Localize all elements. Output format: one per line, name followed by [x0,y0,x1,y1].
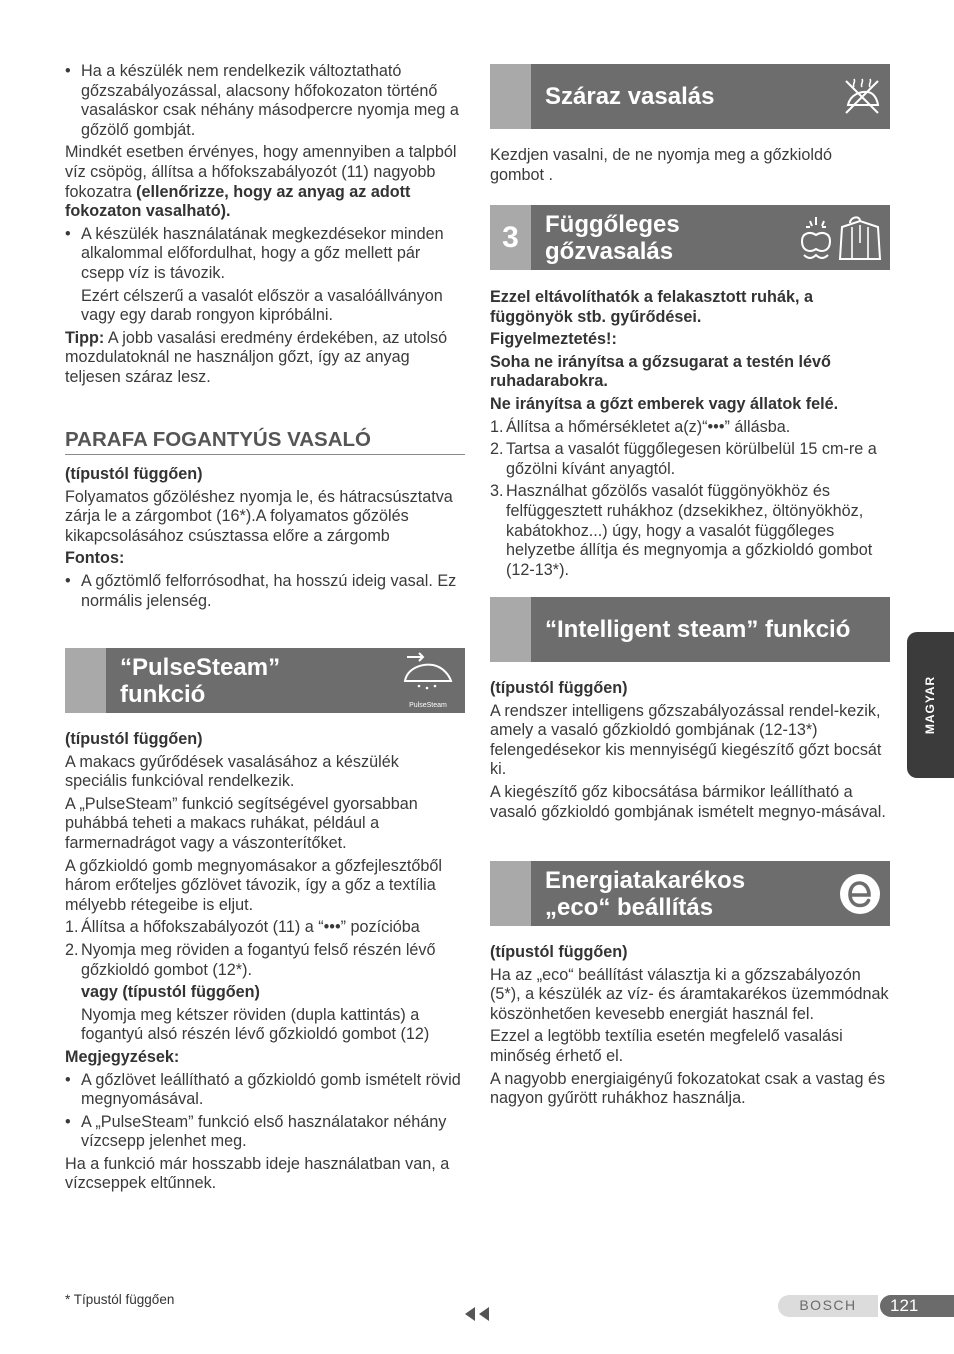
cork-section [65,428,465,611]
intelligent-steam-header [490,597,890,662]
vertical-steam-icon [800,205,884,270]
language-label: MAGYAR [922,675,937,735]
paragraph: A „PulseSteam” funkció segítségével gyorsabban puhábbá teheti a makacs ruhákat, például a farmernadrágot vagy a vászonterítőket. [65,794,418,852]
page-number: 121 [880,1295,954,1317]
paragraph: A rendszer intelligens gőzszabályozással rendel-kezik, amely a vasaló gőzkioldó gombjának (12-13*) felengedésekor kis mennyiségű kiegészítő gőzt bocsát ki. [490,701,882,779]
list-item: 3. Használhat gőzölős vasalót függönyökhöz és felfüggesztett ruhákhoz (dzsekikhez, öltönyökhöz, kabátokhoz...) úgy, hogy a vasalót függőleges helyzetbe állítja és megnyomja a gőzkioldó gombot (12-13*). [490,482,873,579]
list-item: • A gőztömlő felforrósodhat, ha hosszú ideig vasal. Ez normális jelenség. [65,572,465,611]
important-label: Fontos: [65,549,125,568]
section-title: funkció [120,680,206,708]
list-item: 1. Állítsa a hőmérsékletet a(z)“•••” állásba. [490,417,791,436]
paragraph: Ezzel a legtöbb textília esetén megfelelő vasalási minőség érhető el. [490,1027,843,1065]
type-note: (típustól függően) [490,943,628,961]
paragraph: A makacs gyűrődések vasalásához a készülék speciális funkcióval rendelkezik. [65,752,399,791]
no-steam-icon [842,64,882,129]
section-title: “Intelligent steam” funkció [531,597,890,662]
section-title: gőzvasalás [545,237,674,265]
vertical-steam-header [490,205,890,270]
vertical-steam-section [490,288,890,580]
intro-bullet: • Ha a készülék nem rendelkezik változtatható gőzszabályozással, alacsony hőfokozaton történő vasaláskor csak néhány másodpercre nyomja meg a gőzölő gombját. [65,62,465,140]
footnote: * Típustól függően [65,1292,175,1307]
section-title: “PulseSteam” [120,653,281,681]
language-tab [907,632,954,778]
paragraph: Mindkét esetben érvényes, hogy amennyiben a talpból víz csöpög, állítsa a hőfokszabályozót (11) nagyobb fokozatra (ellenőrizze, hogy az anyag az adott fokozaton vasalható). [65,143,457,221]
icon-caption: PulseSteam [409,701,447,709]
brand-label: BOSCH [778,1295,878,1317]
pulsesteam-header [65,648,465,713]
paragraph: A nagyobb energiaigényű fokozatokat csak a vastag és nagyon gyűrött ruhákhoz használja. [490,1069,886,1108]
list-item: 2. Tartsa a vasalót függőlegesen körülbelül 15 cm-re a gőzölni kívánt anyagtól. [490,440,877,478]
warning-label: Figyelmeztetés!: [490,330,617,349]
section-title: „eco“ beállítás [545,893,714,921]
or-label: vagy (típustól függően) [81,983,260,1002]
notes-label: Megjegyzések: [65,1047,180,1066]
warning: Ne irányítsa a gőzt emberek vagy állatok felé. [490,394,839,413]
intro-section [65,62,465,388]
section-heading: PARAFA FOGANTYÚS VASALÓ [65,428,465,455]
paragraph: A gőzkioldó gomb megnyomásakor a gőzfejlesztőből három erőteljes gőzlövet távozik, így a gőz a textília mélyebb rétegeibe is eljut. [65,856,443,914]
paragraph: Nyomja meg kétszer röviden (dupla kattintás) a fogantyú alsó részén lévő gőzkioldó gombot (12) [81,1005,430,1044]
paragraph: Folyamatos gőzöléshez nyomja le, és hátracsúsztatva zárja le a zárgombot (16*).A folyamatos gőzölés kikapcsolásához csúsztassa előre a zárgomb [65,487,453,545]
warning: Soha ne irányítsa a gőzsugarat a testén lévő ruhadarabokra. [490,352,831,391]
pulsesteam-icon [399,648,457,713]
section-title: Energiatakarékos [545,866,746,894]
eco-section [490,943,890,1109]
list-item: 2. Nyomja meg röviden a fogantyú felső részén lévő gőzkioldó gombot (12*). [65,940,436,979]
type-note: (típustól függően) [65,730,203,748]
paragraph: A kiegészítő gőz kibocsátása bármikor leállítható a vasaló gőzkioldó gombjának ismételt megnyo-másával. [490,782,886,821]
list-item: 1. Állítsa a hőfokszabályozót (11) a “•••” pozícióba [65,918,420,937]
paragraph: Ezzel eltávolíthatók a felakasztott ruhák, a függönyök stb. gyűrődései. [490,288,813,326]
section-title: Függőleges [545,210,680,238]
paragraph: Ezért célszerű a vasalót először a vasalóállványon vagy egy darab rongyon kipróbálni. [81,286,443,325]
dry-ironing-header [490,64,890,129]
paragraph: Ha az „eco“ beállítást választja ki a gőzszabályozón (5*), a készülék az víz- és áramtakarékos üzemmódnak köszönhetően kevesebb energiát használ fel. [490,965,889,1023]
list-item: • A „PulseSteam” funkció első használatakor néhány vízcsepp jelenhet meg. [65,1113,465,1152]
paragraph: Kezdjen vasalni, de ne nyomja meg a gőzkioldó gombot . [490,146,832,184]
intro-bullet: • A készülék használatának megkezdésekor minden alkalommal előfordulhat, hogy a gőz mellett pár csepp víz is távozik. [65,225,465,284]
type-note: (típustól függően) [65,465,203,483]
section-title: Száraz vasalás [531,64,890,129]
list-item: • A gőzlövet leállítható a gőzkioldó gomb ismételt rövid megnyomásával. [65,1071,465,1110]
tip-paragraph: Tipp: A jobb vasalási eredmény érdekében, az utolsó mozdulatoknál ne használjon gőzt, így az anyag teljesen száraz lesz. [65,328,448,386]
paragraph: Ha a funkció már hosszabb ideje használatban van, a vízcseppek eltűnnek. [65,1154,450,1193]
section-number: 3 [502,220,519,254]
previous-page-icon [464,1306,492,1328]
pulsesteam-section [65,730,465,1194]
eco-header [490,861,890,926]
dry-ironing-section [490,146,890,185]
eco-icon [838,861,882,926]
type-note: (típustól függően) [490,679,628,697]
intelligent-steam-section [490,679,890,822]
